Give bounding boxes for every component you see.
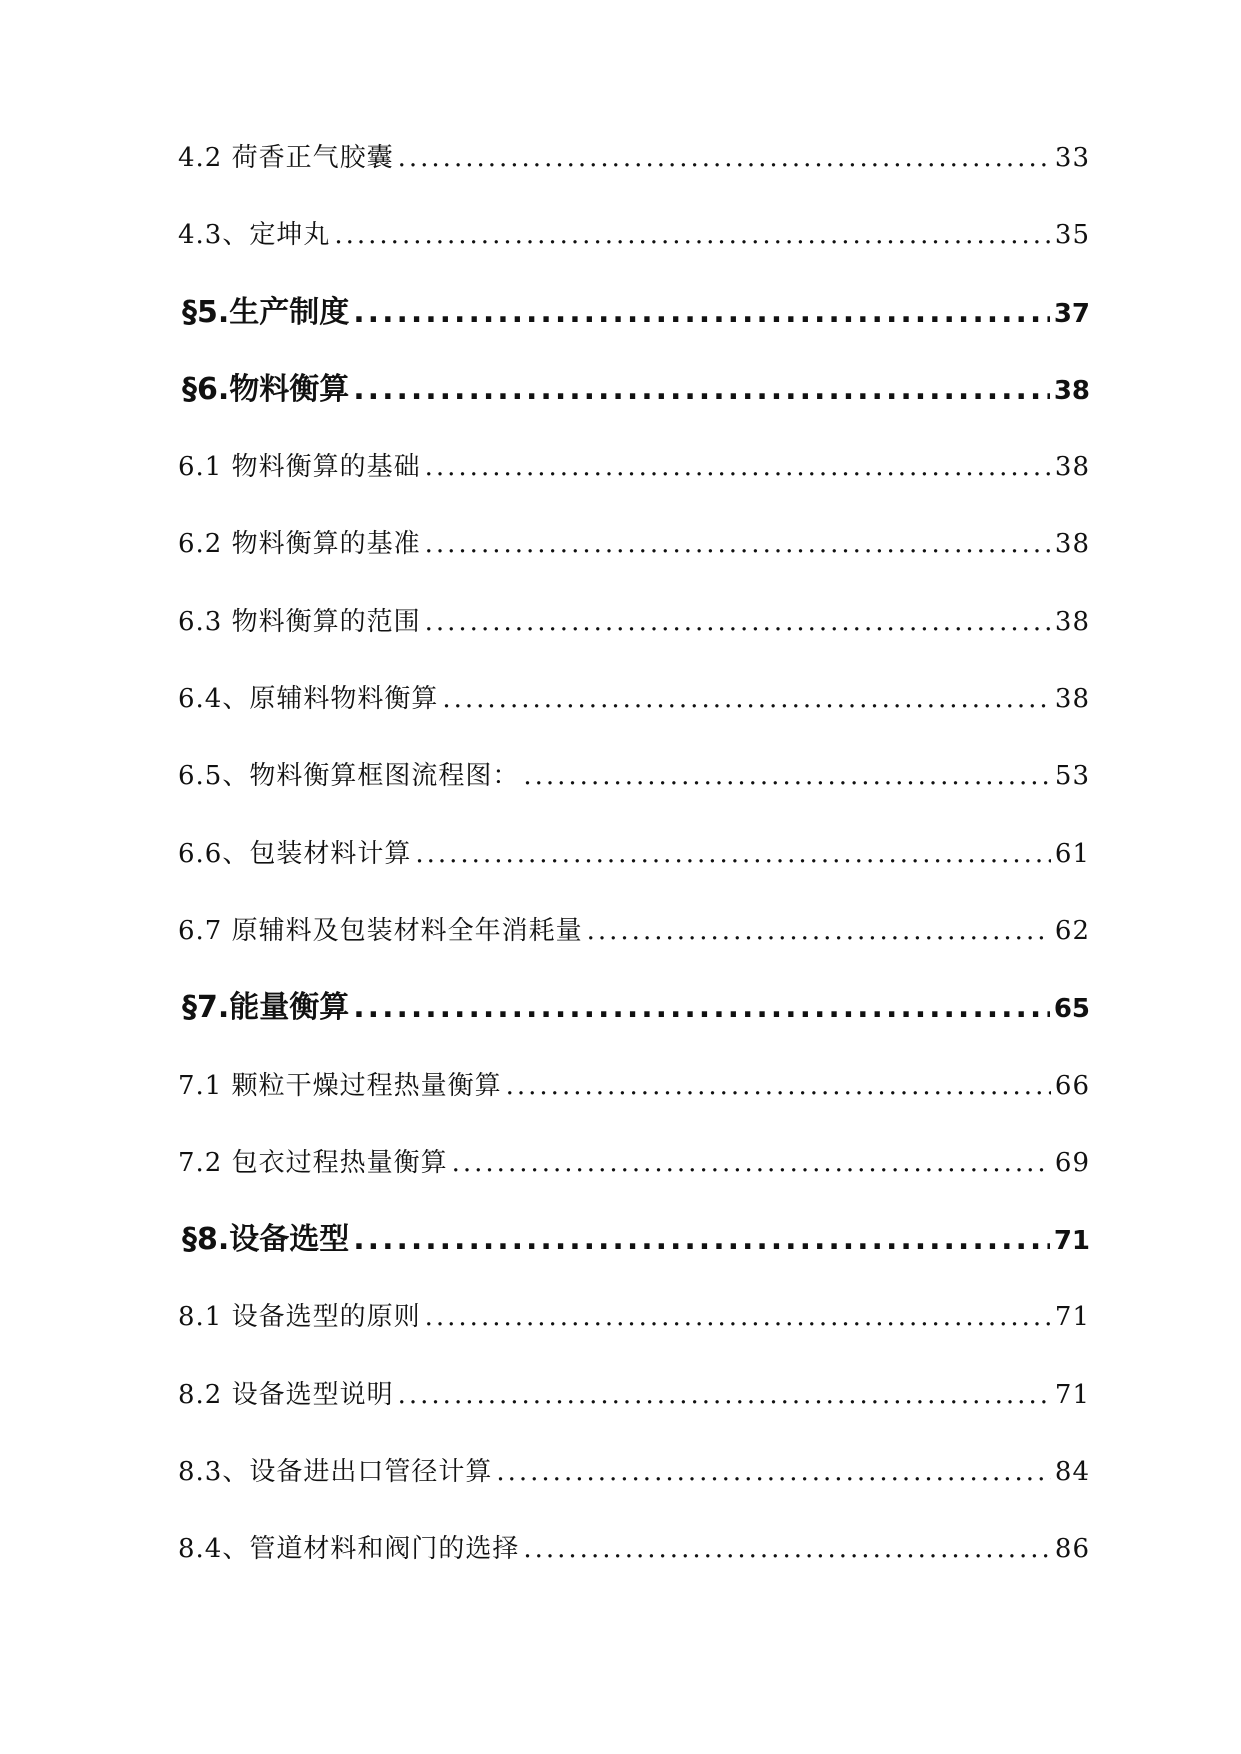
- toc-entry-page: 38: [1054, 606, 1090, 637]
- toc-entry-page: 65: [1053, 994, 1090, 1025]
- toc-entry-title: 6.7 原辅料及包装材料全年消耗量: [178, 915, 583, 946]
- toc-entry-page: 62: [1054, 915, 1090, 946]
- dot-leader: [496, 1452, 1051, 1492]
- toc-entry[interactable]: [178, 447, 1090, 524]
- toc-entry-title: 8.4、管道材料和阀门的选择: [178, 1534, 520, 1565]
- toc-entry[interactable]: [178, 1143, 1090, 1220]
- dot-leader: [353, 370, 1050, 410]
- dot-leader: [442, 679, 1051, 719]
- toc-entry-page: 53: [1054, 761, 1090, 792]
- toc-entry-page: 71: [1054, 1379, 1090, 1410]
- toc-entry-title: 6.6、包装材料计算: [178, 838, 412, 869]
- toc-entry[interactable]: [178, 1066, 1090, 1143]
- toc-entry-page: 38: [1054, 684, 1090, 715]
- toc-entry[interactable]: [178, 602, 1090, 679]
- toc-entry-page: 66: [1054, 1070, 1090, 1101]
- dot-leader: [334, 215, 1051, 255]
- toc-entry[interactable]: [178, 524, 1090, 601]
- toc-entry-page: 84: [1054, 1457, 1090, 1488]
- toc-entry[interactable]: [178, 756, 1090, 833]
- toc-entry[interactable]: [178, 1529, 1090, 1606]
- toc-entry-title: 4.3、定坤丸: [178, 220, 331, 251]
- table-of-contents: [178, 138, 1090, 1607]
- dot-leader: [506, 1066, 1051, 1106]
- dot-leader: [523, 756, 1051, 796]
- dot-leader: [398, 138, 1051, 178]
- toc-entry-title: 6.5、物料衡算框图流程图：: [178, 761, 520, 792]
- toc-entry-title: §6.物料衡算: [182, 371, 350, 407]
- toc-entry-title: §5.生产制度: [182, 294, 350, 330]
- dot-leader: [452, 1143, 1051, 1183]
- toc-entry-title: §8.设备选型: [182, 1222, 350, 1258]
- toc-entry-title: 4.2 荷香正气胶囊: [178, 143, 394, 173]
- toc-entry-title: 8.3、设备进出口管径计算: [178, 1457, 493, 1488]
- toc-entry[interactable]: [178, 215, 1090, 292]
- toc-chapter-entry[interactable]: [178, 988, 1090, 1065]
- dot-leader: [523, 1529, 1051, 1569]
- toc-entry[interactable]: [178, 679, 1090, 756]
- toc-chapter-entry[interactable]: [178, 370, 1090, 447]
- toc-entry-page: 61: [1054, 838, 1090, 869]
- toc-entry-page: 33: [1054, 143, 1090, 173]
- dot-leader: [353, 988, 1050, 1028]
- toc-entry-page: 37: [1053, 298, 1090, 329]
- toc-entry-title: 7.1 颗粒干燥过程热量衡算: [178, 1070, 502, 1101]
- toc-entry[interactable]: [178, 138, 1090, 215]
- dot-leader: [425, 602, 1051, 642]
- toc-entry-title: 6.3 物料衡算的范围: [178, 606, 421, 637]
- dot-leader: [587, 911, 1051, 951]
- toc-entry-title: §7.能量衡算: [182, 990, 350, 1026]
- toc-entry[interactable]: [178, 1375, 1090, 1452]
- toc-entry-title: 6.4、原辅料物料衡算: [178, 684, 439, 715]
- dot-leader: [398, 1375, 1051, 1415]
- toc-entry-title: 6.2 物料衡算的基准: [178, 529, 421, 560]
- dot-leader: [425, 1297, 1051, 1337]
- toc-entry-title: 6.1 物料衡算的基础: [178, 452, 421, 483]
- dot-leader: [415, 834, 1051, 874]
- toc-chapter-entry[interactable]: [178, 293, 1090, 370]
- toc-entry-page: 38: [1054, 452, 1090, 483]
- dot-leader: [353, 293, 1050, 333]
- toc-entry[interactable]: [178, 911, 1090, 988]
- toc-entry-page: 35: [1054, 220, 1090, 251]
- toc-entry[interactable]: [178, 834, 1090, 911]
- toc-entry-title: 8.1 设备选型的原则: [178, 1302, 421, 1333]
- toc-entry-page: 38: [1054, 529, 1090, 560]
- toc-entry[interactable]: [178, 1297, 1090, 1374]
- dot-leader: [425, 524, 1051, 564]
- toc-entry-page: 38: [1053, 375, 1090, 406]
- toc-entry-title: 7.2 包衣过程热量衡算: [178, 1147, 448, 1178]
- toc-entry[interactable]: [178, 1452, 1090, 1529]
- toc-entry-page: 86: [1054, 1534, 1090, 1565]
- dot-leader: [425, 447, 1051, 487]
- toc-chapter-entry[interactable]: [178, 1220, 1090, 1297]
- toc-entry-page: 71: [1053, 1226, 1090, 1257]
- toc-entry-page: 69: [1054, 1147, 1090, 1178]
- toc-entry-title: 8.2 设备选型说明: [178, 1379, 394, 1410]
- dot-leader: [353, 1220, 1050, 1260]
- toc-entry-page: 71: [1054, 1302, 1090, 1333]
